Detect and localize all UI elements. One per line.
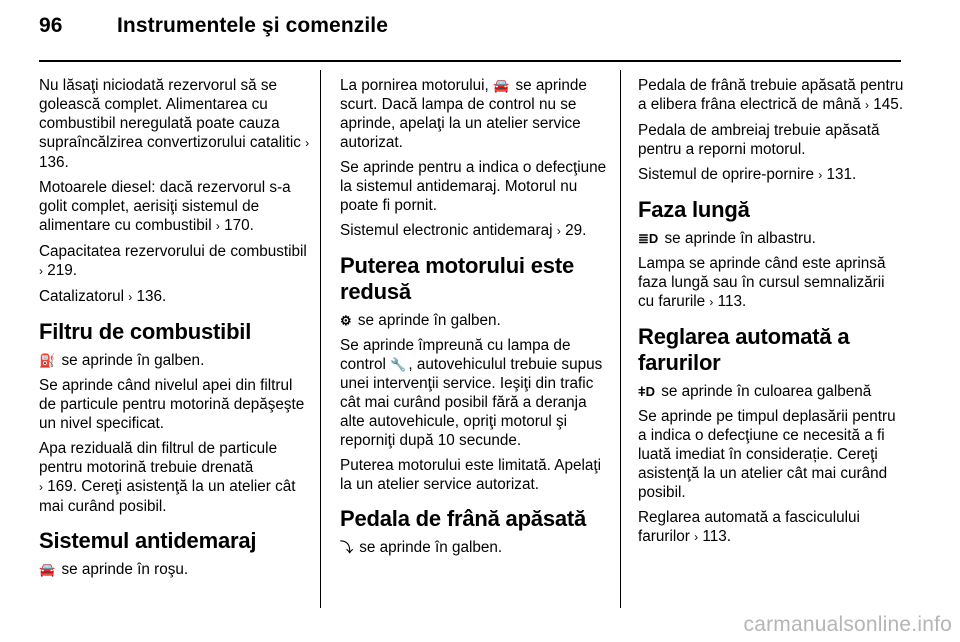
engine-power-icon: ⚙ xyxy=(340,313,352,328)
section-heading: Reglarea automată a farurilor xyxy=(638,324,850,375)
page-ref-icon: › xyxy=(128,290,133,304)
page-header xyxy=(39,14,388,38)
page-ref: 145. xyxy=(873,96,904,113)
page-ref: 113. xyxy=(717,293,747,310)
page-ref-icon: › xyxy=(305,136,310,150)
immobiliser-icon: 🚘 xyxy=(39,562,56,577)
paragraph: Lampa se aprinde când este aprinsă faza lungă sau în cursul semnalizării cu farurile › 113. xyxy=(638,255,886,310)
page-ref-icon: › xyxy=(865,98,870,112)
page-ref: 131. xyxy=(826,166,857,183)
page-title: Instrumentele şi comenzile xyxy=(117,14,389,37)
paragraph: ⛽ se aprinde în galben. xyxy=(39,352,205,369)
page-ref-icon: › xyxy=(39,264,43,278)
column-divider xyxy=(620,70,621,608)
column-2 xyxy=(340,76,610,563)
paragraph: Sistemul electronic antidemaraj › 29. xyxy=(340,222,587,239)
page-ref-icon: › xyxy=(215,219,220,233)
page-ref-icon: › xyxy=(818,168,823,182)
page-ref-icon: › xyxy=(39,480,43,494)
section-heading: Puterea motorului este redusă xyxy=(340,253,574,304)
paragraph: Pedala de frână trebuie apăsată pentru a elibera frâna electrică de mână › 145. xyxy=(638,77,904,113)
section-heading: Filtru de combustibil xyxy=(39,319,252,344)
paragraph: Se aprinde împreună cu lampa de control 🔧 , autovehiculul trebuie supus unei intervenţii service. Ieşiţi din trafic cât mai curând posibil fără a deranja alte autovehicule, opriţi motorul şi reporniţi după 10 secunde. xyxy=(340,337,603,449)
paragraph: 🚘 se aprinde în roşu. xyxy=(39,561,189,578)
paragraph: Apa reziduală din filtrul de particule pentru motorină trebuie drenată › 169. Cereţi asistenţă la un atelier cât mai curând posibil. xyxy=(39,440,296,515)
column-divider xyxy=(320,70,321,608)
paragraph: ⚙ se aprinde în galben. xyxy=(340,312,501,329)
watermark: carmanualsonline.info xyxy=(743,613,952,636)
paragraph: Nu lăsaţi niciodată rezervorul să se golească complet. Alimentarea cu combustibil neregulată poate cauza supraîncălzirea convertizorului catalitic › 136. xyxy=(39,77,310,171)
paragraph: Sistemul de oprire-pornire › 131. xyxy=(638,166,857,183)
section-heading: Faza lungă xyxy=(638,197,750,222)
paragraph: Capacitatea rezervorului de combustibil › 219. xyxy=(39,243,307,279)
headlight-levelling-icon: ǂD xyxy=(638,384,655,399)
service-icon: 🔧 xyxy=(390,357,407,372)
paragraph: Catalizatorul › 136. xyxy=(39,288,167,305)
page-ref: 170. xyxy=(224,217,254,234)
section-heading: Sistemul antidemaraj xyxy=(39,528,257,553)
page-ref: 113. xyxy=(702,528,731,545)
brake-pedal-icon: ⤵ xyxy=(340,540,354,555)
page-ref: 219. xyxy=(47,262,78,279)
page-ref: 169. Cereţi asistenţă la un atelier cât mai curând posibil. xyxy=(39,478,296,515)
page-ref: 136. xyxy=(39,154,69,171)
page-ref-icon: › xyxy=(556,224,561,238)
paragraph: Puterea motorului este limitată. Apelaţi la un atelier service autorizat. xyxy=(340,457,602,493)
paragraph: ǂD se aprinde în culoarea galbenă xyxy=(638,383,872,400)
section-heading: Pedala de frână apăsată xyxy=(340,506,587,531)
fuel-filter-icon: ⛽ xyxy=(39,353,56,368)
paragraph: ≣D se aprinde în albastru. xyxy=(638,230,816,247)
column-1 xyxy=(39,76,311,585)
paragraph: La pornirea motorului, 🚘 se aprinde scurt. Dacă lampa de control nu se aprinde, apelaţi la un atelier service autorizat. xyxy=(340,77,587,151)
column-3 xyxy=(638,76,904,553)
immobiliser-icon: 🚘 xyxy=(493,78,510,93)
header-rule xyxy=(39,60,901,62)
paragraph: Se aprinde pentru a indica o defecţiune la sistemul antidemaraj. Motorul nu poate fi pornit. xyxy=(340,159,607,214)
page-number: 96 xyxy=(39,14,63,37)
paragraph: ⤵ se aprinde în galben. xyxy=(340,539,503,556)
paragraph: Motoarele diesel: dacă rezervorul s-a golit complet, aerisiţi sistemul de alimentare cu combustibil › 170. xyxy=(39,179,291,234)
page-ref: 136. xyxy=(136,288,167,305)
paragraph: Reglarea automată a fasciculului farurilor › 113. xyxy=(638,509,860,545)
page-ref: 29. xyxy=(565,222,587,239)
high-beam-icon: ≣D xyxy=(638,231,659,246)
paragraph: Se aprinde când nivelul apei din filtrul de particule pentru motorină depăşeşte un nivel specificat. xyxy=(39,377,305,432)
page-ref-icon: › xyxy=(694,530,699,544)
paragraph: Pedala de ambreiaj trebuie apăsată pentru a reporni motorul. xyxy=(638,122,880,158)
page-ref-icon: › xyxy=(709,295,714,309)
paragraph: Se aprinde pe timpul deplasării pentru a indica o defecţiune ce necesită a fi luată imediat în considerație. Cereţi asistenţă la un atelier cât mai curând posibil. xyxy=(638,408,896,501)
